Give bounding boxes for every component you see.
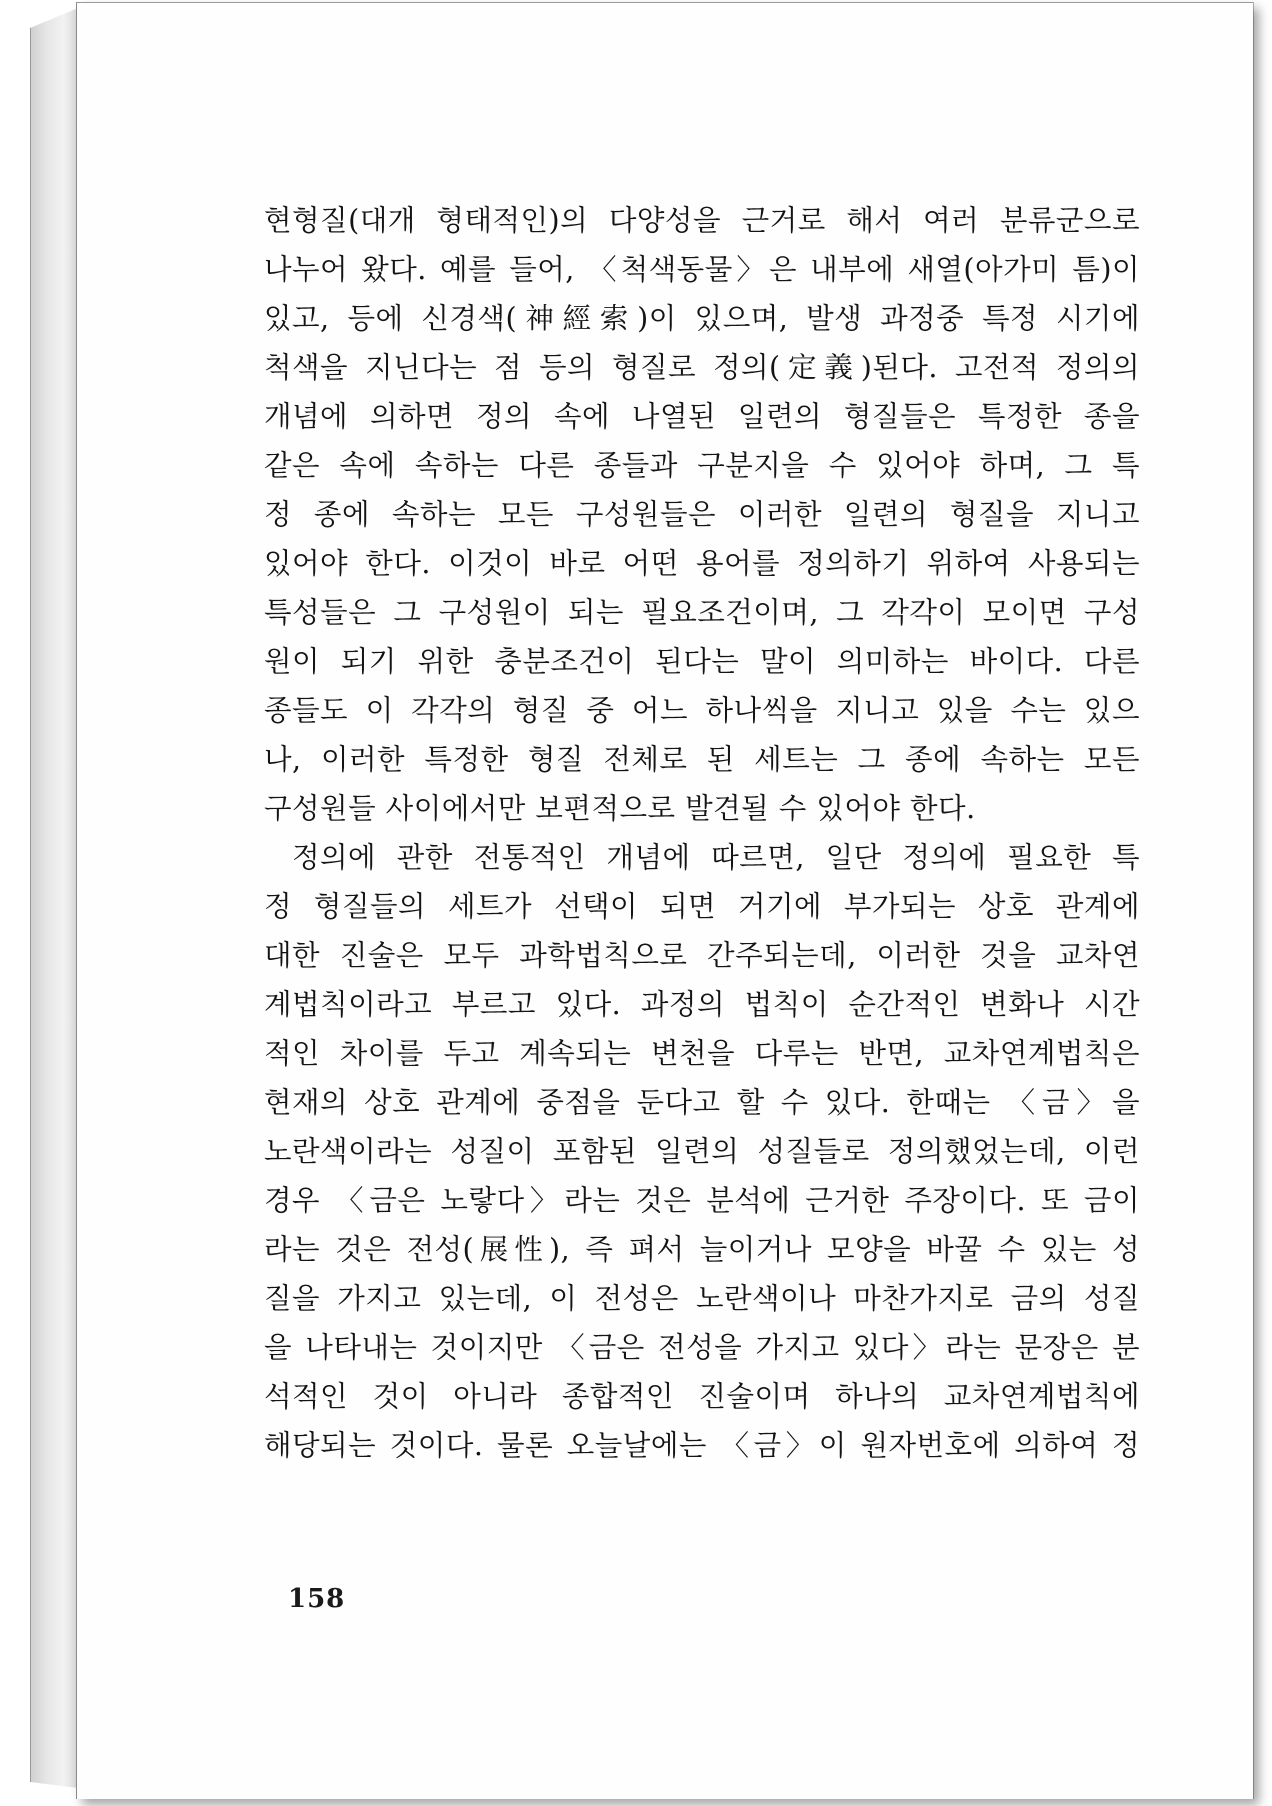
paragraph — [264, 833, 1140, 1470]
text-line: 대한 진술은 모두 과학법칙으로 간주되는데, 이러한 것을 교차연 — [264, 939, 1140, 972]
page-number: 158 — [288, 1584, 346, 1614]
text-line: 정 종에 속하는 모든 구성원들은 이러한 일련의 형질을 지니고 — [264, 498, 1140, 531]
text-line: 정 형질들의 세트가 선택이 되면 거기에 부가되는 상호 관계에 — [264, 890, 1140, 923]
text-line: 있고, 등에 신경색(神經索)이 있으며, 발생 과정중 특정 시기에 — [264, 302, 1140, 335]
text-line: 정의에 관한 전통적인 개념에 따르면, 일단 정의에 필요한 특 — [292, 841, 1140, 874]
text-line: 나, 이러한 특정한 형질 전체로 된 세트는 그 종에 속하는 모든 — [264, 743, 1140, 776]
text-line: 현재의 상호 관계에 중점을 둔다고 할 수 있다. 한때는 〈금〉을 — [264, 1086, 1140, 1119]
text-line: 을 나타내는 것이지만 〈금은 전성을 가지고 있다〉라는 문장은 분 — [264, 1331, 1140, 1364]
text-line: 개념에 의하면 정의 속에 나열된 일련의 형질들은 특정한 종을 — [264, 400, 1140, 433]
text-line: 해당되는 것이다. 물론 오늘날에는 〈금〉이 원자번호에 의하여 정 — [264, 1429, 1140, 1462]
paragraph — [264, 196, 1140, 833]
text-line: 적인 차이를 두고 계속되는 변천을 다루는 반면, 교차연계법칙은 — [264, 1037, 1140, 1070]
text-line: 구성원들 사이에서만 보편적으로 발견될 수 있어야 한다. — [264, 792, 976, 825]
text-line: 석적인 것이 아니라 종합적인 진술이며 하나의 교차연계법칙에 — [264, 1380, 1140, 1413]
text-line: 경우 〈금은 노랗다〉라는 것은 분석에 근거한 주장이다. 또 금이 — [264, 1184, 1140, 1217]
page-stack-outline — [30, 8, 78, 1788]
text-line: 라는 것은 전성(展性), 즉 펴서 늘이거나 모양을 바꿀 수 있는 성 — [264, 1233, 1140, 1266]
text-line: 있어야 한다. 이것이 바로 어떤 용어를 정의하기 위하여 사용되는 — [264, 547, 1140, 580]
body-text — [264, 196, 1140, 1470]
text-line: 계법칙이라고 부르고 있다. 과정의 법칙이 순간적인 변화나 시간 — [264, 988, 1140, 1021]
text-line: 원이 되기 위한 충분조건이 된다는 말이 의미하는 바이다. 다른 — [264, 645, 1140, 678]
text-line: 같은 속에 속하는 다른 종들과 구분지을 수 있어야 하며, 그 특 — [264, 449, 1140, 482]
text-line: 종들도 이 각각의 형질 중 어느 하나씩을 지니고 있을 수는 있으 — [264, 694, 1140, 727]
text-line: 질을 가지고 있는데, 이 전성은 노란색이나 마찬가지로 금의 성질 — [264, 1282, 1140, 1315]
text-line: 척색을 지닌다는 점 등의 형질로 정의(定義)된다. 고전적 정의의 — [264, 351, 1140, 384]
text-line: 현형질(대개 형태적인)의 다양성을 근거로 해서 여러 분류군으로 — [264, 204, 1140, 237]
text-line: 나누어 왔다. 예를 들어, 〈척색동물〉은 내부에 새열(아가미 틈)이 — [264, 253, 1140, 286]
text-line: 노란색이라는 성질이 포함된 일련의 성질들로 정의했었는데, 이런 — [264, 1135, 1140, 1168]
text-line: 특성들은 그 구성원이 되는 필요조건이며, 그 각각이 모이면 구성 — [264, 596, 1140, 629]
